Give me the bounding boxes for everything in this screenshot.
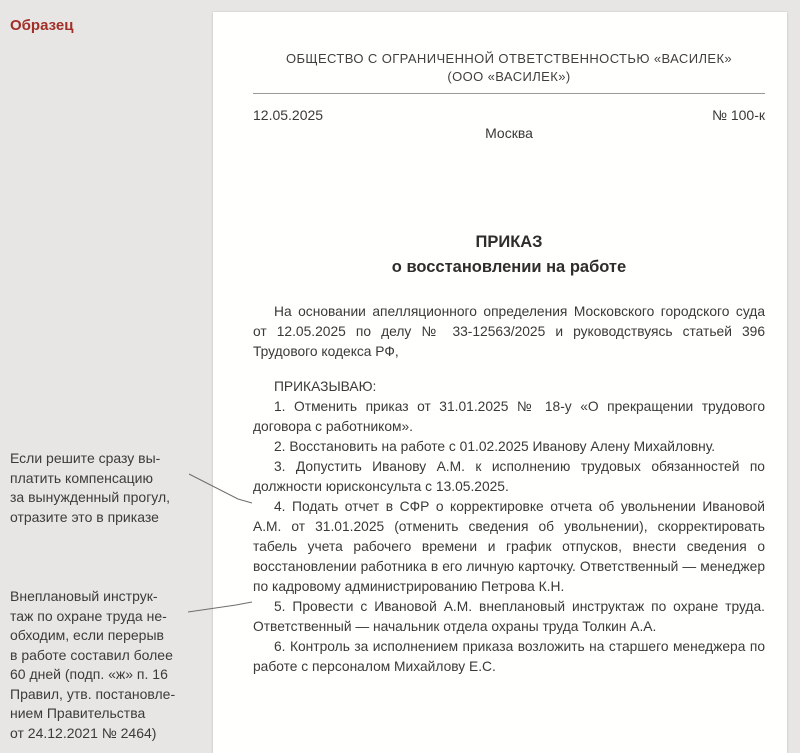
- document-meta-row: [253, 106, 765, 124]
- margin-note-line: за вынужденный прогул,: [10, 489, 171, 505]
- order-item-1: 1. Отменить приказ от 31.01.2025 № 18-у «О прекращении трудового договора с работником».: [253, 399, 765, 434]
- order-item-2: 2. Восстановить на работе с 01.02.2025 Иванову Алену Михайловну.: [274, 439, 716, 454]
- margin-note-line: Если решите сразу вы-: [10, 450, 161, 466]
- document-page: [213, 12, 787, 753]
- order-item-5: 5. Провести с Ивановой А.М. внеплановый инструктаж по охране труда. Ответственный — начальник отдела охраны труда Толкин А.А.: [253, 599, 765, 634]
- resolve-word: ПРИКАЗЫВАЮ:: [274, 379, 377, 394]
- document-title: [253, 230, 765, 280]
- margin-note-line: Правил, утв. постановле-: [10, 685, 176, 702]
- header-rule: [253, 93, 765, 94]
- intro-paragraph: На основании апелляционного определения Московского городского суда от 12.05.2025 по делу № 33-12563/2025 и руководствуясь статьей 396 Трудового кодекса РФ,: [253, 304, 765, 359]
- sample-label: Образец: [10, 17, 74, 34]
- margin-note-line: обходим, если перерыв: [10, 627, 164, 643]
- document-title-line-1: ПРИКАЗ: [475, 233, 543, 251]
- margin-note-line: отразите это в приказе: [10, 508, 159, 525]
- margin-note-safety-briefing: [10, 587, 202, 743]
- margin-note-line: платить компенсацию: [10, 469, 153, 486]
- document-number: № 100-к: [711, 107, 765, 123]
- margin-note-line: Внеплановый инструк-: [10, 588, 158, 604]
- margin-note-line: таж по охране труда не-: [10, 607, 167, 624]
- document-city: Москва: [485, 125, 533, 141]
- margin-note-line: в работе составил более: [10, 646, 173, 663]
- document-title-line-2: о восстановлении на работе: [391, 258, 627, 276]
- order-item-6: 6. Контроль за исполнением приказа возложить на старшего менеджера по работе с персоналом Михайлову Е.С.: [253, 639, 765, 674]
- margin-note-line: нием Правительства: [10, 705, 146, 721]
- document-body: [253, 302, 765, 677]
- margin-note-line: 60 дней (подп. «ж» п. 16: [10, 666, 168, 682]
- org-name-line-2: (ООО «ВАСИЛЕК»): [447, 69, 571, 84]
- document-date: 12.05.2025: [253, 107, 324, 123]
- margin-note-line: от 24.12.2021 № 2464): [10, 724, 157, 741]
- order-item-3: 3. Допустить Иванову А.М. к исполнению трудовых обязанностей по должности юрисконсульта с 13.05.2025.: [253, 459, 765, 494]
- margin-note-compensation: [10, 449, 202, 527]
- org-name-line-1: ОБЩЕСТВО С ОГРАНИЧЕННОЙ ОТВЕТСТВЕННОСТЬЮ «ВАСИЛЕК»: [285, 51, 733, 66]
- order-item-4: 4. Подать отчет в СФР о корректировке отчета об увольнении Ивановой А.М. от 31.01.2025 (отменить сведения об увольнении), скорректировать табель учета рабочего времени и график отпусков, внести сведения о восстановлении работника в его личную карточку. Ответственный — менеджер по кадровому администрированию Петрова К.Н.: [253, 499, 765, 594]
